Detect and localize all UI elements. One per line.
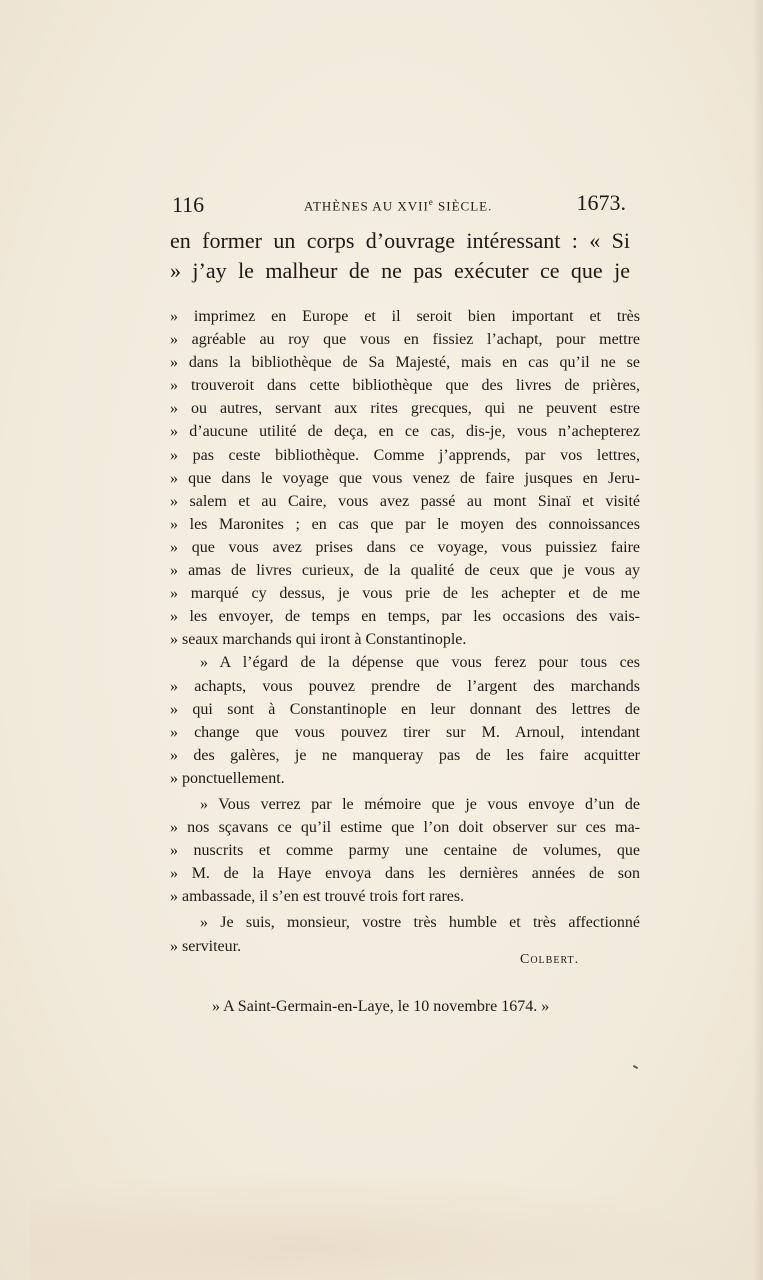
letter-line: » achapts, vous pouvez prendre de l’argent des marchands [170, 677, 640, 695]
letter-line: » Vous verrez par le mémoire que je vous envoye d’un de [200, 795, 640, 813]
letter-line: » amas de livres curieux, de la qualité de ceux que je vous ay [170, 562, 640, 580]
letter-line: » que dans le voyage que vous venez de faire jusques en Jeru- [170, 469, 640, 487]
paper-stain [30, 1170, 730, 1280]
running-title [304, 197, 492, 214]
letter-line: » agréable au roy que vous en fissiez l’achapt, pour mettre [170, 331, 640, 349]
page-number: 116 [172, 192, 205, 217]
letter-line: » Je suis, monsieur, vostre très humble et très affectionné [200, 914, 640, 932]
letter-line: » A l’égard de la dépense que vous ferez pour tous ces [200, 654, 640, 672]
letter-line: » nuscrits et comme parmy une centaine de volumes, que [170, 842, 640, 860]
letter-line: » imprimez en Europe et il seroit bien important et très [170, 308, 640, 325]
main-text-line-1: en former un corps d’ouvrage intéressant : « Si [170, 228, 630, 253]
letter-line: » qui sont à Constantinople en leur donnant des lettres de [170, 700, 640, 718]
letter-line: » ponctuellement. [170, 769, 285, 787]
letter-line: » trouveroit dans cette bibliothèque que des livres de prières, [170, 377, 640, 395]
running-header [170, 190, 630, 224]
ink-speck [633, 1065, 638, 1069]
letter-line: » des galères, je ne manqueray pas de les faire acquitter [170, 746, 640, 764]
main-text-line-2: » j’ay le malheur de ne pas exécuter ce que je [170, 258, 630, 283]
header-year: 1673. [576, 190, 626, 215]
letter-line: » d’aucune utilité de deça, en ce cas, dis-je, vous n’achepterez [170, 423, 640, 441]
letter-line: » marqué cy dessus, je vous prie de les achepter et de me [170, 585, 640, 603]
running-title-text: ATHÈNES AU XVII [304, 198, 429, 214]
letter-line: » pas ceste bibliothèque. Comme j’apprends, par vos lettres, [170, 446, 640, 464]
running-title-superscript: e [428, 197, 434, 207]
letter-body [170, 305, 640, 958]
letter-line: » nos sçavans ce qu’il estime que l’on doit observer sur ces ma- [170, 819, 640, 837]
signature: Colbert. [520, 952, 580, 967]
letter-line: » que vous avez prises dans ce voyage, vous puissiez faire [170, 538, 640, 556]
closing-dateline: » A Saint-Germain-en-Laye, le 10 novembre 1674. » [212, 998, 550, 1015]
letter-line: » dans la bibliothèque de Sa Majesté, mais en cas qu’il ne se [170, 354, 640, 372]
running-title-end: SIÈCLE. [433, 198, 493, 214]
letter-line: » M. de la Haye envoya dans les dernières années de son [170, 865, 640, 883]
letter-line: » ambassade, il s’en est trouvé trois fort rares. [170, 888, 465, 906]
letter-line: » les Maronites ; en cas que par le moyen des connoissances [170, 515, 640, 533]
letter-line: » les envoyer, de temps en temps, par les occasions des vais- [170, 608, 640, 626]
page-edge-shadow [753, 0, 763, 1280]
letter-line: » salem et au Caire, vous avez passé au mont Sinaï et visité [170, 492, 640, 510]
letter-line: » ou autres, servant aux rites grecques, qui ne peuvent estre [170, 400, 640, 418]
letter-line: » change que vous pouvez tirer sur M. Arnoul, intendant [170, 723, 640, 741]
letter-line: » seaux marchands qui iront à Constantinople. [170, 631, 467, 649]
letter-line: » serviteur. [170, 937, 242, 955]
